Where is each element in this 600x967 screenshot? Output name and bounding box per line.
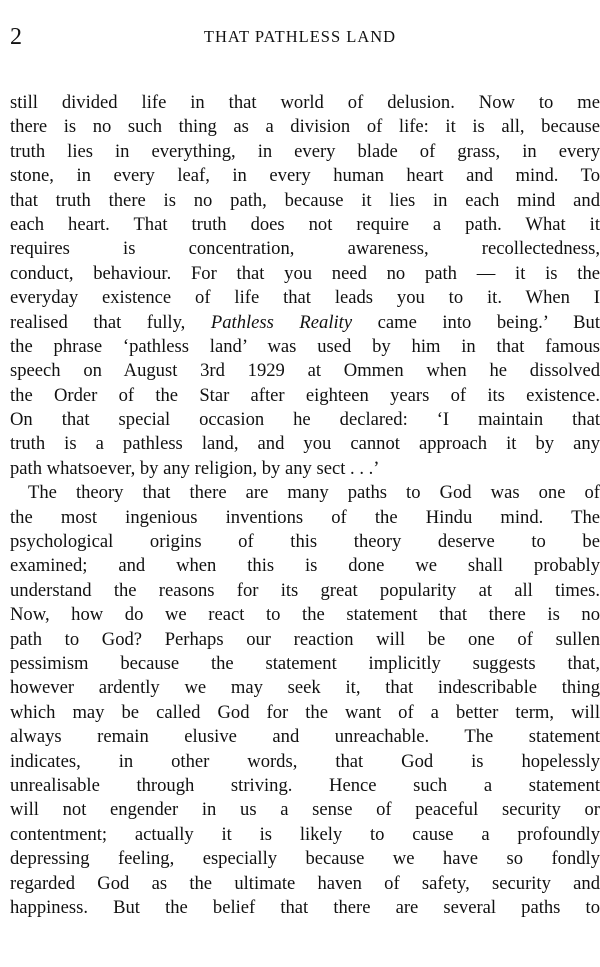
text-line: always remain elusive and unreachable. The statement <box>10 726 600 748</box>
text-line: conduct, behaviour. For that you need no path — it is the <box>10 262 600 284</box>
text-line: will not engender in us a sense of peaceful security or <box>10 799 600 821</box>
running-head: THAT PATHLESS LAND <box>203 27 397 46</box>
text-line: however ardently we may seek it, that indescribable thing <box>10 677 600 699</box>
text-line: Now, how do we react to the statement that there is no <box>10 604 600 626</box>
text-line: path to God? Perhaps our reaction will be one of sullen <box>10 628 600 650</box>
text-line: everyday existence of life that leads you to it. When I <box>10 287 600 309</box>
text-run: realised that fully, <box>10 311 211 333</box>
text-line: the phrase ‘pathless land’ was used by him in that famous <box>10 335 600 357</box>
text-line: which may be called God for the want of a better term, will <box>10 701 600 723</box>
text-line: still divided life in that world of delusion. Now to me <box>10 92 600 113</box>
text-line: contentment; actually it is likely to cause a profoundly <box>10 823 600 845</box>
text-line: stone, in every leaf, in every human heart and mind. To <box>10 165 600 187</box>
text-run: came into being.’ But <box>352 311 600 333</box>
text-line: path whatsoever, by any religion, by any sect . . .’ <box>10 457 380 479</box>
text-line: there is no such thing as a division of life: it is all, because <box>10 116 600 138</box>
text-line: pessimism because the statement implicitly suggests that, <box>10 652 600 674</box>
body-text <box>10 91 600 920</box>
text-line: truth lies in everything, in every blade of grass, in every <box>10 140 600 162</box>
text-line: depressing feeling, especially because we have so fondly <box>10 848 600 870</box>
text-line: speech on August 3rd 1929 at Ommen when he dissolved <box>10 360 600 382</box>
text-line: the Order of the Star after eighteen years of its existence. <box>10 384 600 406</box>
text-line: regarded God as the ultimate haven of safety, security and <box>10 872 600 894</box>
text-line: indicates, in other words, that God is hopelessly <box>10 750 600 772</box>
italic-title: Pathless Reality <box>210 311 353 333</box>
text-line: happiness. But the belief that there are several paths to <box>10 896 600 918</box>
text-line: examined; and when this is done we shall probably <box>10 555 600 577</box>
text-line: The theory that there are many paths to God was one of <box>28 482 600 504</box>
text-line: each heart. That truth does not require a path. What it <box>10 213 600 235</box>
text-line: the most ingenious inventions of the Hindu mind. The <box>10 506 600 528</box>
page-header <box>10 22 590 52</box>
text-line <box>10 311 600 335</box>
text-line: psychological origins of this theory deserve to be <box>10 531 600 553</box>
text-line: requires is concentration, awareness, recollectedness, <box>10 238 600 260</box>
text-line: understand the reasons for its great popularity at all times. <box>10 579 600 601</box>
text-line: On that special occasion he declared: ‘I maintain that <box>10 409 600 431</box>
page-number: 2 <box>10 24 22 50</box>
text-line: that truth there is no path, because it lies in each mind and <box>10 189 600 211</box>
text-line: truth is a pathless land, and you cannot approach it by any <box>10 433 600 455</box>
text-line: unrealisable through striving. Hence such a statement <box>10 774 600 796</box>
